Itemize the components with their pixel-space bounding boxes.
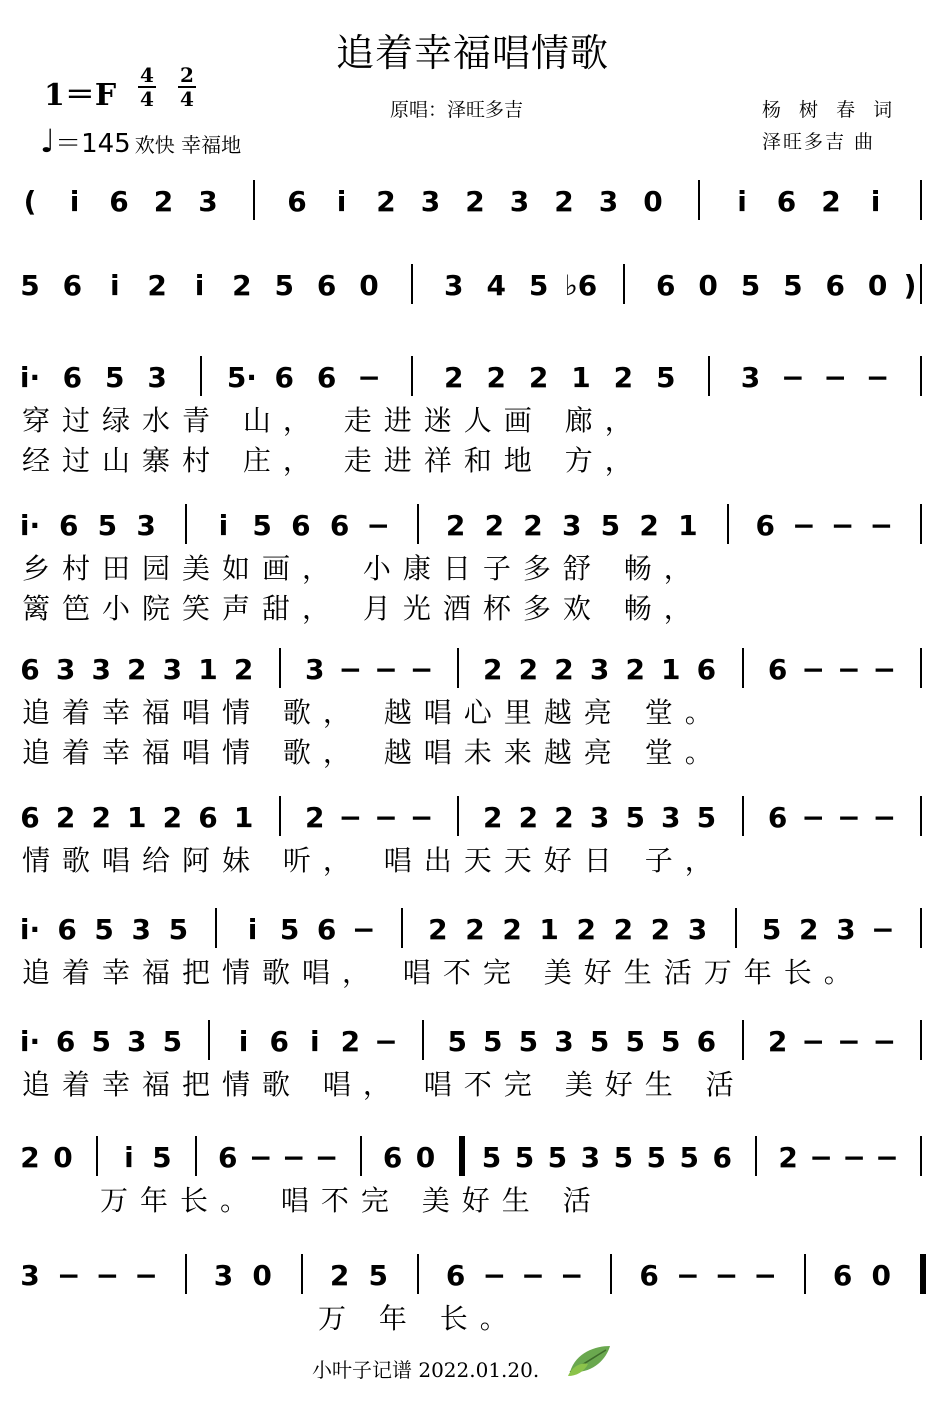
dash-extension: − xyxy=(560,1259,584,1292)
barline xyxy=(411,356,413,396)
barline xyxy=(623,264,625,304)
note: 5 xyxy=(589,1025,610,1058)
note: 2 xyxy=(650,913,671,946)
dash-extension: − xyxy=(374,801,398,834)
score-row xyxy=(0,360,945,477)
note: 2 xyxy=(484,509,505,542)
note: 5 xyxy=(761,913,782,946)
note: 6 xyxy=(274,361,295,394)
note: 0 xyxy=(53,1141,73,1174)
dash-extension: − xyxy=(869,509,894,542)
note: 5 xyxy=(696,801,717,834)
note: 5 xyxy=(97,509,118,542)
time-signature-4-4 xyxy=(138,64,156,110)
note: 2 xyxy=(153,185,174,218)
note: 2 xyxy=(518,801,539,834)
note: 2 xyxy=(465,185,485,218)
lyric-line: 追着幸福唱情 歌， 越唱未来越亮 堂。 xyxy=(22,736,725,769)
barline xyxy=(208,1020,210,1060)
note: 2 xyxy=(147,269,167,302)
note: i xyxy=(194,269,205,302)
note: 0 xyxy=(359,269,379,302)
barline xyxy=(920,1136,922,1176)
dash-extension: − xyxy=(357,361,381,394)
dash-extension: − xyxy=(842,1141,866,1174)
note: 5 xyxy=(740,269,761,302)
note: 6 xyxy=(767,653,788,686)
note: 2 xyxy=(329,1259,350,1292)
note: 1 xyxy=(661,653,681,686)
note: 3 xyxy=(740,361,761,394)
barline xyxy=(804,1254,806,1294)
note: 2 xyxy=(91,801,111,834)
note: 6 xyxy=(20,653,40,686)
note: 6 xyxy=(218,1141,238,1174)
dash-extension: − xyxy=(281,1141,306,1174)
barline xyxy=(360,1136,362,1176)
note: 6 xyxy=(755,509,775,542)
note: 6 xyxy=(109,185,129,218)
dash-extension: − xyxy=(792,509,816,542)
barline xyxy=(735,908,737,948)
note: 5 xyxy=(783,269,803,302)
barline xyxy=(727,504,729,544)
note: 2 xyxy=(340,1025,361,1058)
note: 3 xyxy=(162,653,183,686)
note: 6 xyxy=(655,269,676,302)
original-singer: 原唱：泽旺多吉 xyxy=(390,99,524,121)
note: 6 xyxy=(825,269,845,302)
note: 2 xyxy=(376,185,396,218)
note: i xyxy=(69,185,80,218)
dash-extension: − xyxy=(482,1259,507,1292)
dash-extension: − xyxy=(837,1025,861,1058)
note: 3 xyxy=(213,1259,234,1292)
score-row xyxy=(0,800,945,877)
note: i xyxy=(247,913,258,946)
barline xyxy=(708,356,710,396)
note: 3 xyxy=(127,1025,147,1058)
quarter-note-icon: ♩ xyxy=(40,122,56,160)
dash-extension: − xyxy=(338,801,363,834)
note: 5 xyxy=(600,509,621,542)
note: i xyxy=(218,509,229,542)
lyric-line: 篱笆小院笑声甜， 月光酒杯多欢 畅， xyxy=(22,592,704,625)
score-row xyxy=(0,184,945,244)
note: i· xyxy=(19,913,41,946)
barline xyxy=(457,648,459,688)
dash-extension: − xyxy=(366,509,390,542)
meter-denominator: 4 xyxy=(140,87,154,111)
note: 3 xyxy=(20,1259,40,1292)
note: 3 xyxy=(580,1141,601,1174)
dash-extension: − xyxy=(875,1141,899,1174)
barline xyxy=(200,356,202,396)
note: 5 xyxy=(94,913,114,946)
note: 1 xyxy=(571,361,591,394)
note: 5 xyxy=(679,1141,699,1174)
note: 5 xyxy=(514,1141,535,1174)
note: 2 xyxy=(554,801,574,834)
note: 0 xyxy=(252,1259,272,1292)
note: 2 xyxy=(576,913,596,946)
lyric-line: 穿过绿水青 山， 走进迷人画 廊， xyxy=(22,404,645,437)
dash-extension: − xyxy=(56,1259,81,1292)
note: ( xyxy=(23,185,37,218)
barline xyxy=(920,180,922,220)
barline xyxy=(742,648,744,688)
dash-extension: − xyxy=(872,653,897,686)
barline xyxy=(698,180,700,220)
note: 2 xyxy=(20,1141,40,1174)
note: 3 xyxy=(598,185,619,218)
barline xyxy=(920,648,922,688)
note: 5 xyxy=(661,1025,681,1058)
dash-extension: − xyxy=(872,801,897,834)
note: 2 xyxy=(778,1141,798,1174)
note: 3 xyxy=(561,509,582,542)
note: i· xyxy=(19,361,41,394)
note: i xyxy=(109,269,120,302)
score-row xyxy=(0,1258,945,1335)
dash-extension: − xyxy=(865,361,890,394)
note: 2 xyxy=(127,653,147,686)
note: 6 xyxy=(316,913,337,946)
dash-extension: − xyxy=(801,801,825,834)
barline xyxy=(742,796,744,836)
note: 0 xyxy=(415,1141,436,1174)
tempo-description: 欢快 幸福地 xyxy=(134,133,242,157)
note: 5 xyxy=(168,913,189,946)
barline xyxy=(920,796,922,836)
barline xyxy=(417,1254,419,1294)
note: 5 xyxy=(152,1141,172,1174)
note: 5· xyxy=(226,361,257,394)
note: 2 xyxy=(55,801,76,834)
note: 6 xyxy=(382,1141,403,1174)
note: 6 xyxy=(269,1025,289,1058)
lyric-line: 经过山寨村 庄， 走进祥和地 方， xyxy=(22,444,645,477)
note: 5 xyxy=(252,509,272,542)
note: i xyxy=(737,185,747,218)
note: 6 xyxy=(316,269,337,302)
note: 1 xyxy=(233,801,254,834)
note: 2 xyxy=(233,653,254,686)
barline xyxy=(279,648,281,688)
note: 3 xyxy=(836,913,856,946)
note: 2 xyxy=(428,913,448,946)
note: i· xyxy=(19,509,41,542)
barline xyxy=(755,1136,757,1176)
note: ♭6 xyxy=(564,269,598,302)
barline xyxy=(422,1020,424,1060)
note: 2 xyxy=(305,801,325,834)
note: 5 xyxy=(646,1141,667,1174)
barline xyxy=(457,796,459,836)
note: 5 xyxy=(105,361,125,394)
tempo-value: ＝145 xyxy=(55,129,131,159)
note: 5 xyxy=(447,1025,467,1058)
note: 2 xyxy=(613,361,634,394)
note: 6 xyxy=(57,913,77,946)
barline xyxy=(96,1136,98,1176)
note: 5 xyxy=(613,1141,634,1174)
note: 6 xyxy=(445,1259,466,1292)
note: 6 xyxy=(198,801,218,834)
note: 2 xyxy=(486,361,506,394)
barline xyxy=(610,1254,612,1294)
note: 6 xyxy=(316,361,337,394)
note: 3 xyxy=(305,653,325,686)
note: 6 xyxy=(767,801,788,834)
note: 5 xyxy=(547,1141,568,1174)
repeat-paren: ) xyxy=(903,269,917,302)
note: 6 xyxy=(62,361,83,394)
note: 5 xyxy=(625,1025,645,1058)
meter-denominator: 4 xyxy=(180,87,194,111)
note: 6 xyxy=(696,1025,717,1058)
dash-extension: − xyxy=(134,1259,158,1292)
dash-extension: − xyxy=(830,509,855,542)
note: 2 xyxy=(767,1025,788,1058)
barline xyxy=(742,1020,744,1060)
note: i xyxy=(870,185,881,218)
leaf-icon xyxy=(566,1342,612,1378)
note: 5 xyxy=(274,269,295,302)
lyric-line: 情歌唱给阿妹 听， 唱出天天好日 子， xyxy=(22,844,725,877)
dash-extension: − xyxy=(676,1259,700,1292)
barline xyxy=(920,1020,922,1060)
note: 3 xyxy=(589,653,610,686)
note: 5 xyxy=(655,361,676,394)
note: i xyxy=(124,1141,134,1174)
note: i xyxy=(309,1025,320,1058)
note: 2 xyxy=(445,509,466,542)
barline xyxy=(215,908,217,948)
note: 2 xyxy=(483,801,503,834)
score-row xyxy=(0,1140,945,1217)
note: 5 xyxy=(162,1025,183,1058)
note: 6 xyxy=(696,653,717,686)
dash-extension: − xyxy=(249,1141,273,1174)
note: 3 xyxy=(136,509,156,542)
dash-extension: − xyxy=(837,801,861,834)
note: 5 xyxy=(625,801,645,834)
score-row xyxy=(0,652,945,769)
dash-extension: − xyxy=(374,653,398,686)
note: 0 xyxy=(867,269,888,302)
note: 3 xyxy=(55,653,76,686)
lyricist-credit: 杨 树 春 词 xyxy=(762,99,899,121)
note: 5 xyxy=(518,1025,539,1058)
note: 5 xyxy=(368,1259,388,1292)
note: 2 xyxy=(444,361,464,394)
dash-extension: − xyxy=(338,653,363,686)
song-title: 追着幸福唱情歌 xyxy=(335,31,609,75)
lyric-line: 万年长。 唱不完 美好生 活 xyxy=(100,1184,603,1217)
note: 6 xyxy=(58,509,79,542)
note: 2 xyxy=(465,913,485,946)
score-row xyxy=(0,268,945,328)
note: 2 xyxy=(528,361,549,394)
dash-extension: − xyxy=(409,653,434,686)
transcriber-footer: 小叶子记谱 2022.01.20. xyxy=(312,1358,540,1382)
note: 5 xyxy=(481,1141,502,1174)
barline xyxy=(185,504,187,544)
note: 2 xyxy=(523,509,543,542)
note: 5 xyxy=(279,913,300,946)
double-barline xyxy=(459,1136,465,1176)
barline xyxy=(920,908,922,948)
note: 1 xyxy=(678,509,698,542)
dash-extension: − xyxy=(871,913,895,946)
note: 3 xyxy=(589,801,610,834)
barline xyxy=(417,504,419,544)
note: 5 xyxy=(91,1025,111,1058)
note: 0 xyxy=(698,269,718,302)
note: 1 xyxy=(539,913,559,946)
barline xyxy=(920,504,922,544)
dash-extension: − xyxy=(753,1259,777,1292)
note: 0 xyxy=(643,185,663,218)
lyric-line: 追着幸福把情歌 唱， 唱不完 美好生 活 xyxy=(22,1068,746,1101)
score-row xyxy=(0,1024,945,1101)
barline xyxy=(301,1254,303,1294)
key-signature: 1＝F xyxy=(44,78,117,113)
dash-extension: − xyxy=(823,361,847,394)
note: 3 xyxy=(661,801,681,834)
note: 2 xyxy=(232,269,252,302)
dash-extension: − xyxy=(409,801,434,834)
note: 3 xyxy=(687,913,708,946)
note: 1 xyxy=(198,653,218,686)
note: 6 xyxy=(287,185,307,218)
score-row xyxy=(0,508,945,625)
note: 2 xyxy=(639,509,659,542)
barline xyxy=(253,180,255,220)
note: 6 xyxy=(291,509,311,542)
note: 6 xyxy=(62,269,83,302)
dash-extension: − xyxy=(352,913,376,946)
note: 3 xyxy=(131,913,151,946)
note: 3 xyxy=(91,653,111,686)
note: 6 xyxy=(776,185,797,218)
dash-extension: − xyxy=(809,1141,833,1174)
meter-numerator: 4 xyxy=(140,63,154,87)
note: 5 xyxy=(483,1025,503,1058)
composer-credit: 泽旺多吉 曲 xyxy=(762,131,876,153)
lyric-line: 追着幸福唱情 歌， 越唱心里越亮 堂。 xyxy=(22,696,725,729)
note: 3 xyxy=(509,185,530,218)
dash-extension: − xyxy=(95,1259,120,1292)
note: 6 xyxy=(639,1259,659,1292)
note: 2 xyxy=(554,653,574,686)
meter-numerator: 2 xyxy=(180,63,194,87)
note: 2 xyxy=(821,185,841,218)
dash-extension: − xyxy=(781,361,805,394)
note: 3 xyxy=(198,185,218,218)
note: i xyxy=(238,1025,249,1058)
dash-extension: − xyxy=(801,1025,825,1058)
dash-extension: − xyxy=(801,653,825,686)
note: i· xyxy=(19,1025,41,1058)
note: 6 xyxy=(329,509,350,542)
barline xyxy=(401,908,403,948)
note: 6 xyxy=(712,1141,732,1174)
score-row xyxy=(0,912,945,989)
lyric-line: 万 年 长。 xyxy=(318,1302,520,1335)
lyric-line: 乡村田园美如画， 小康日子多舒 畅， xyxy=(22,552,704,585)
note: 6 xyxy=(55,1025,76,1058)
dash-extension: − xyxy=(314,1141,339,1174)
lyric-line: 追着幸福把情歌唱， 唱不完 美好生活万年长。 xyxy=(22,956,864,989)
barline xyxy=(411,264,413,304)
dash-extension: − xyxy=(714,1259,739,1292)
note: 2 xyxy=(502,913,522,946)
note: 2 xyxy=(518,653,539,686)
double-barline xyxy=(920,1254,926,1294)
note: 2 xyxy=(162,801,183,834)
dash-extension: − xyxy=(837,653,861,686)
barline xyxy=(920,356,922,396)
note: 3 xyxy=(420,185,441,218)
note: 6 xyxy=(832,1259,853,1292)
note: 3 xyxy=(554,1025,574,1058)
note: 2 xyxy=(483,653,503,686)
tempo-marking xyxy=(40,122,241,160)
barline xyxy=(185,1254,187,1294)
note: 2 xyxy=(799,913,819,946)
dash-extension: − xyxy=(521,1259,545,1292)
note: 2 xyxy=(613,913,634,946)
note: 4 xyxy=(486,269,506,302)
note: 2 xyxy=(625,653,645,686)
barline xyxy=(920,264,922,304)
dash-extension: − xyxy=(872,1025,897,1058)
note: 3 xyxy=(147,361,167,394)
barline xyxy=(279,796,281,836)
note: 2 xyxy=(554,185,574,218)
note: 5 xyxy=(528,269,549,302)
note: 5 xyxy=(20,269,40,302)
note: 3 xyxy=(444,269,464,302)
note: 6 xyxy=(20,801,40,834)
note: 1 xyxy=(127,801,147,834)
note: 0 xyxy=(871,1259,892,1292)
dash-extension: − xyxy=(374,1025,398,1058)
note: i xyxy=(336,185,347,218)
barline xyxy=(195,1136,197,1176)
time-signature-2-4 xyxy=(178,64,196,110)
